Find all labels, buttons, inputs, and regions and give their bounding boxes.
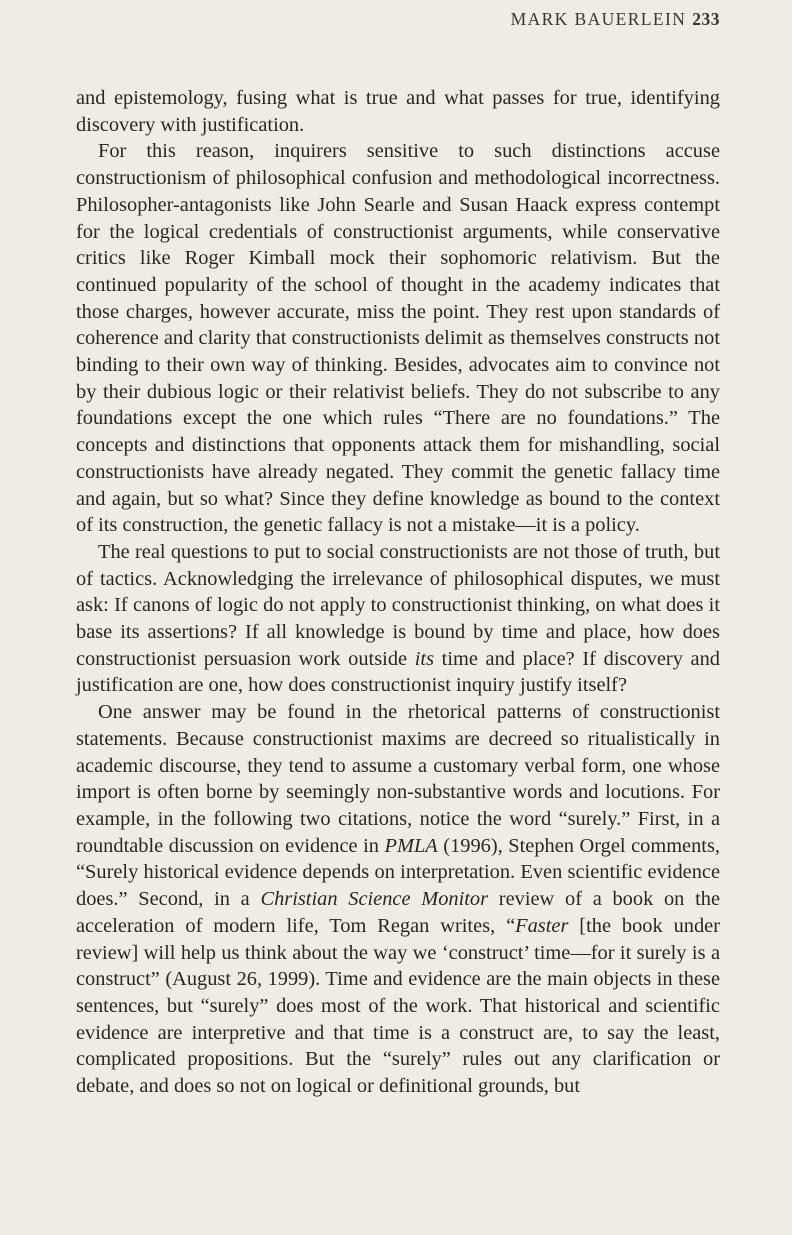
italic-text: PMLA	[384, 834, 438, 857]
text-segment: time and place? If discovery and justification are one, how does constructionist inquiry justify itself?	[76, 647, 720, 697]
running-head	[511, 9, 720, 30]
paragraph	[76, 539, 720, 699]
italic-text: its	[414, 647, 434, 670]
text-segment: The real questions to put to social constructionists are not those of truth, but of tactics. Acknowledging the irrelevance of philosophical disputes, we must ask: If canons of logic do not apply to constructionist thinking, on what does it base its assertions? If all knowledge is bound by time and place, how does constructionist persuasion work outside	[76, 540, 720, 670]
text-segment: One answer may be found in the rhetorical patterns of constructionist statements. Because constructionist maxims are decreed so ritualistically in academic discourse, they tend to assume a customary verbal form, one whose import is often borne by seemingly non-substantive words and locutions. For example, in the following two citations, notice the word “surely.” First, in a roundtable discussion on evidence in	[76, 701, 720, 857]
paragraph	[76, 85, 720, 138]
italic-text: Faster	[515, 914, 569, 937]
paragraph	[76, 699, 720, 1100]
text-segment: [the book under review] will help us think about the way we ‘construct’ time—for it surely is a construct” (August 26, 1999). Time and evidence are the main objects in these sentences, but “surely” does most of the work. That historical and scientific evidence are interpretive and that time is a construct are, to say the least, complicated propositions. But the “surely” rules out any clarification or debate, and does so not on logical or definitional grounds, but	[76, 914, 721, 1098]
text-segment: review of a book on the acceleration of modern life, Tom Regan writes, “	[76, 888, 721, 937]
body-text	[76, 85, 720, 1100]
italic-text: Christian Science Monitor	[260, 888, 489, 911]
page-number: 233	[692, 9, 720, 29]
text-segment: (1996), Stephen Orgel comments, “Surely historical evidence depends on interpretation. Even scientific evidence does.” Second, in a	[76, 834, 720, 911]
text-segment: and epistemology, fusing what is true and what passes for true, identifying discovery with justification.	[76, 87, 720, 136]
paragraph	[76, 138, 720, 539]
text-segment: For this reason, inquirers sensitive to such distinctions accuse constructionism of philosophical confusion and methodological incorrectness. Philosopher-antagonists like John Searle and Susan Haack express contempt for the logical credentials of constructionist arguments, while conservative critics like Roger Kimball mock their sophomoric relativism. But the continued popularity of the school of thought in the academy indicates that those charges, however accurate, miss the point. They rest upon standards of coherence and clarity that constructionists delimit as themselves constructs not binding to their own way of thinking. Besides, advocates aim to convince not by their dubious logic or their relativist beliefs. They do not subscribe to any foundations except the one which rules “There are no foundations.” The concepts and distinctions that opponents attack them for mishandling, social constructionists have already negated. They commit the genetic fallacy time and again, but so what? Since they define knowledge as bound to the context of its construction, the genetic fallacy is not a mistake—it is a policy.	[76, 140, 720, 537]
running-head-author: MARK BAUERLEIN	[510, 9, 687, 29]
